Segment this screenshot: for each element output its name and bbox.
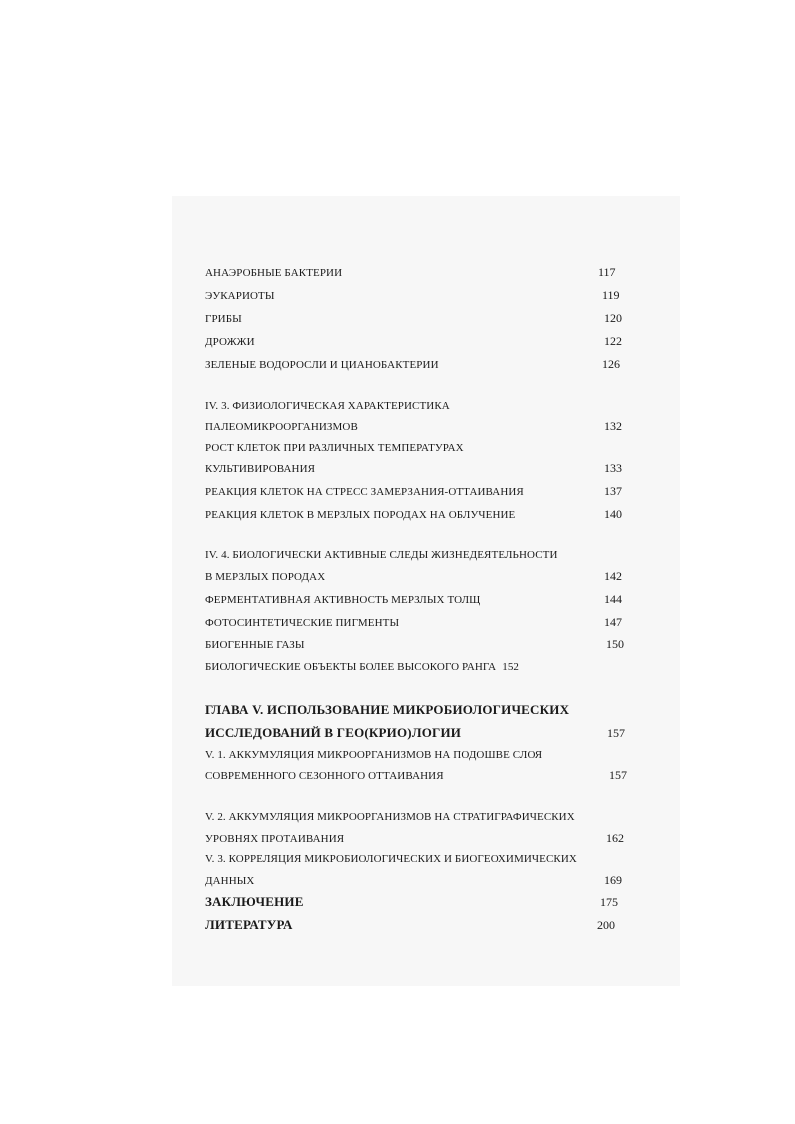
toc-page-section-5-2: 162 <box>606 831 624 845</box>
toc-page-freeze-thaw-stress: 137 <box>604 484 622 498</box>
toc-page-eukaryotes: 119 <box>602 288 620 302</box>
toc-page-section-5-3: 169 <box>604 873 622 887</box>
toc-section-5-2-line1: V. 2. АККУМУЛЯЦИЯ МИКРООРГАНИЗМОВ НА СТРАТИГРАФИЧЕСКИХ <box>205 811 575 823</box>
toc-page-literature: 200 <box>597 918 615 932</box>
toc-section-4-3-line2: ПАЛЕОМИКРООРГАНИЗМОВ <box>205 421 358 433</box>
toc-page-section-4-4: 142 <box>604 569 622 583</box>
toc-page-section-5-1: 157 <box>609 768 627 782</box>
toc-page-pigments: 147 <box>604 615 622 629</box>
toc-chapter-5-line1: ГЛАВА V. ИСПОЛЬЗОВАНИЕ МИКРОБИОЛОГИЧЕСКИХ <box>205 702 570 717</box>
toc-page-chapter-5: 157 <box>607 726 625 740</box>
toc-entry-higher-objects-label: БИОЛОГИЧЕСКИЕ ОБЪЕКТЫ БОЛЕЕ ВЫСОКОГО РАНГА <box>205 661 497 673</box>
toc-entry-eukaryotes: ЭУКАРИОТЫ <box>205 290 275 302</box>
toc-entry-irradiation: РЕАКЦИЯ КЛЕТОК В МЕРЗЛЫХ ПОРОДАХ НА ОБЛУЧЕНИЕ <box>205 509 516 521</box>
toc-page-biogenic-gases: 150 <box>606 637 624 651</box>
toc-chapter-5-line2: ИССЛЕДОВАНИЙ В ГЕО(КРИО)ЛОГИИ <box>205 725 462 740</box>
toc-entry-biogenic-gases: БИОГЕННЫЕ ГАЗЫ <box>205 639 305 651</box>
toc-section-5-3-line1: V. 3. КОРРЕЛЯЦИЯ МИКРОБИОЛОГИЧЕСКИХ И БИОГЕОХИМИЧЕСКИХ <box>205 853 577 865</box>
toc-page-anaerobic-bacteria: 117 <box>598 265 616 279</box>
toc-entry-pigments: ФОТОСИНТЕТИЧЕСКИЕ ПИГМЕНТЫ <box>205 617 400 629</box>
toc-entry-green-algae: ЗЕЛЕНЫЕ ВОДОРОСЛИ И ЦИАНОБАКТЕРИИ <box>205 359 439 371</box>
toc-section-5-1-line1: V. 1. АККУМУЛЯЦИЯ МИКРООРГАНИЗМОВ НА ПОДОШВЕ СЛОЯ <box>205 749 543 761</box>
toc-entry-cell-growth-line1: РОСТ КЛЕТОК ПРИ РАЗЛИЧНЫХ ТЕМПЕРАТУРАХ <box>205 442 464 454</box>
toc-section-5-3-line2: ДАННЫХ <box>205 875 255 887</box>
toc-page-irradiation: 140 <box>604 507 622 521</box>
toc-entry-fungi: ГРИБЫ <box>205 313 242 325</box>
toc-page-green-algae: 126 <box>602 357 620 371</box>
toc-entry-anaerobic-bacteria: АНАЭРОБНЫЕ БАКТЕРИИ <box>205 267 343 279</box>
toc-entry-freeze-thaw-stress: РЕАКЦИЯ КЛЕТОК НА СТРЕСС ЗАМЕРЗАНИЯ-ОТТАИВАНИЯ <box>205 486 524 498</box>
toc-page-yeast: 122 <box>604 334 622 348</box>
toc-section-4-4-line1: IV. 4. БИОЛОГИЧЕСКИ АКТИВНЫЕ СЛЕДЫ ЖИЗНЕДЕЯТЕЛЬНОСТИ <box>205 549 558 561</box>
toc-entry-yeast: ДРОЖЖИ <box>205 336 255 348</box>
toc-page-fungi: 120 <box>604 311 622 325</box>
toc-entry-higher-objects <box>205 660 519 674</box>
toc-page-section-4-3: 132 <box>604 419 622 433</box>
toc-page-higher-objects: 152 <box>502 661 520 673</box>
toc-section-4-4-line2: В МЕРЗЛЫХ ПОРОДАХ <box>205 571 326 583</box>
toc-page-cell-growth: 133 <box>604 461 622 475</box>
toc-entry-literature: ЛИТЕРАТУРА <box>205 917 293 932</box>
toc-section-5-1-line2: СОВРЕМЕННОГО СЕЗОННОГО ОТТАИВАНИЯ <box>205 770 444 782</box>
toc-section-4-3-line1: IV. 3. ФИЗИОЛОГИЧЕСКАЯ ХАРАКТЕРИСТИКА <box>205 400 450 412</box>
toc-page-enzymatic-activity: 144 <box>604 592 622 606</box>
toc-section-5-2-line2: УРОВНЯХ ПРОТАИВАНИЯ <box>205 833 345 845</box>
toc-entry-enzymatic-activity: ФЕРМЕНТАТИВНАЯ АКТИВНОСТЬ МЕРЗЛЫХ ТОЛЩ <box>205 594 481 606</box>
toc-page-conclusion: 175 <box>600 895 618 909</box>
toc-entry-cell-growth-line2: КУЛЬТИВИРОВАНИЯ <box>205 463 316 475</box>
toc-entry-conclusion: ЗАКЛЮЧЕНИЕ <box>205 894 304 909</box>
